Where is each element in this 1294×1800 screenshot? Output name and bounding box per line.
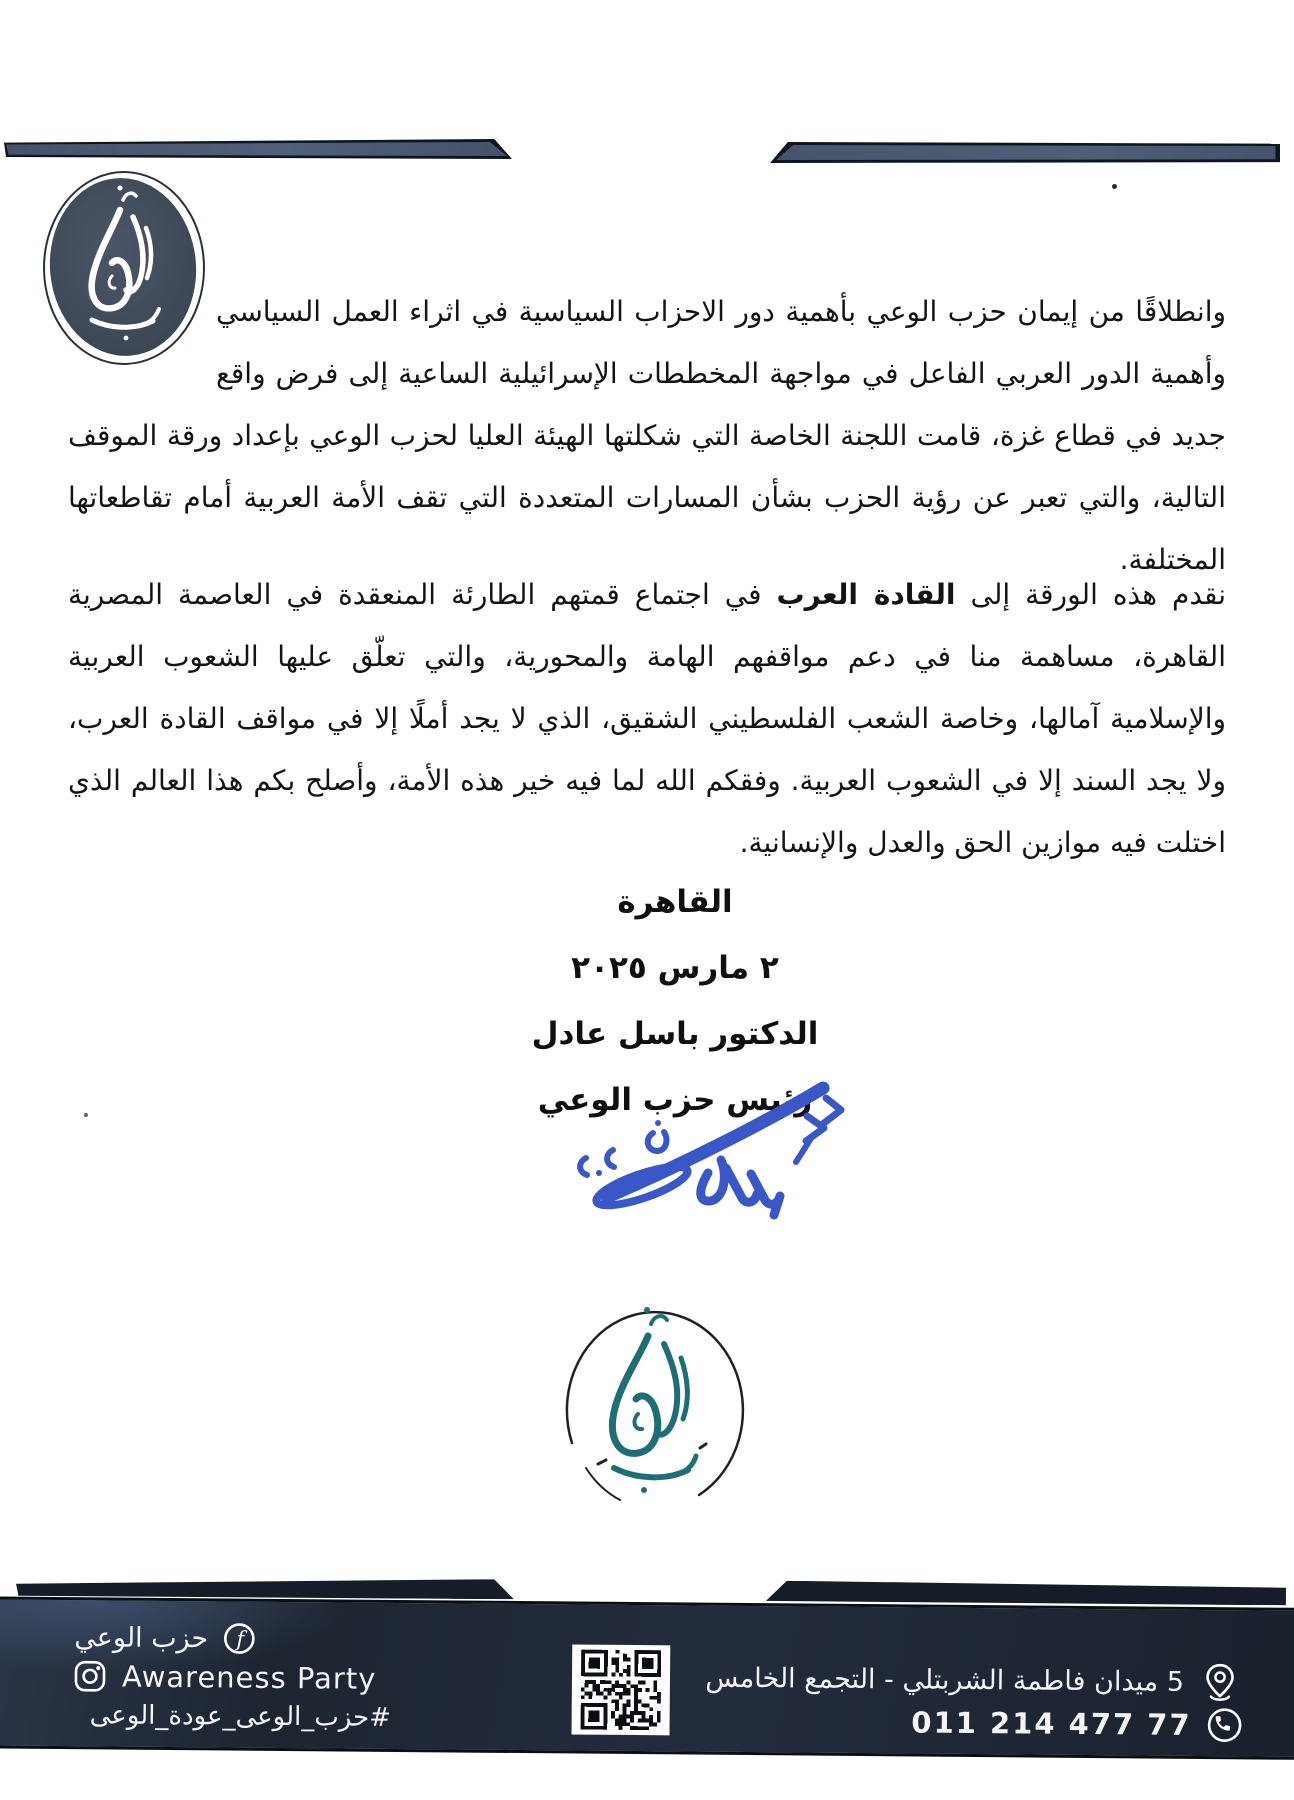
address-label: 5 ميدان فاطمة الشربتلي - التجمع الخامس bbox=[705, 1662, 1185, 1698]
phone-number: 011 214 477 77 bbox=[911, 1705, 1192, 1742]
paragraph-2-rest: في اجتماع قمتهم الطارئة المنعقدة في العاصمة المصرية القاهرة، مساهمة منا في دعم مواقفهم الهامة والمحورية، والتي تعلّق عليها الشعوب العربية والإسلامية آمالها، وخاصة الشعب الفلسطيني الشقيق، الذي لا يجد أملًا إلا في مواقف القادة العرب، ولا يجد السند إلا في الشعوب العربية. وفقكم الله لما فيه خير هذه الأمة، وأصلح بكم هذا العالم الذي اختلت فيه موازين الحق والعدل والإنسانية. bbox=[68, 578, 1226, 859]
phone-icon bbox=[1205, 1706, 1243, 1744]
header-bar-right bbox=[770, 142, 1280, 163]
location-icon bbox=[1198, 1660, 1242, 1704]
qr-code bbox=[572, 1644, 671, 1735]
date-line: ٢ مارس ٢٠٢٥ bbox=[571, 950, 779, 986]
paragraph-2-bold: القادة العرب bbox=[776, 578, 956, 611]
header-bar-left bbox=[4, 139, 512, 159]
footer-strip-left bbox=[16, 1577, 514, 1600]
footer-strip-right bbox=[766, 1581, 1286, 1606]
footer-band bbox=[0, 1596, 1294, 1759]
address-row bbox=[705, 1656, 1242, 1705]
paragraph-1-text: وانطلاقًا من إيمان حزب الوعي بأهمية دور الاحزاب السياسية في اثراء العمل السياسي وأهمية الدور العربي الفاعل في مواجهة المخططات الإسرائيلية الساعية إلى فرض واقع جديد في قطاع غزة، قامت اللجنة الخاصة التي شكلتها الهيئة العليا لحزب الوعي بإعداد ورقة الموقف التالية، والتي تعبر عن رؤية الحزب بشأن المسارات المتعددة التي تقف الأمة العربية أمام تقاطعاتها المختلفة. bbox=[68, 295, 1226, 576]
phone-row bbox=[911, 1703, 1244, 1744]
signer-title: رئيس حزب الوعي bbox=[537, 1082, 813, 1118]
logo-text-wrap-spacer bbox=[68, 281, 216, 347]
facebook-icon bbox=[222, 1621, 256, 1655]
instagram-icon bbox=[72, 1658, 108, 1694]
hashtag-row bbox=[90, 1700, 392, 1733]
qr-code-pattern bbox=[581, 1650, 662, 1731]
instagram-label: Awareness Party bbox=[121, 1659, 377, 1696]
paragraph-1 bbox=[68, 281, 1226, 591]
ink-speck bbox=[1112, 184, 1117, 189]
signer-name: الدكتور باسل عادل bbox=[531, 1016, 819, 1052]
svg-text:f: f bbox=[236, 1627, 245, 1652]
facebook-row bbox=[74, 1620, 256, 1656]
facebook-label: حزب الوعي bbox=[74, 1621, 209, 1654]
hashtag-label: #حزب_الوعى_عودة_الوعى bbox=[89, 1700, 392, 1733]
signature-ink bbox=[558, 1078, 858, 1278]
paragraph-2-lead: نقدم هذه الورقة إلى bbox=[955, 578, 1226, 611]
party-logo-watermark bbox=[548, 1298, 762, 1522]
city-line: القاهرة bbox=[617, 884, 733, 920]
paragraph-2 bbox=[68, 564, 1226, 874]
instagram-row bbox=[72, 1658, 377, 1697]
